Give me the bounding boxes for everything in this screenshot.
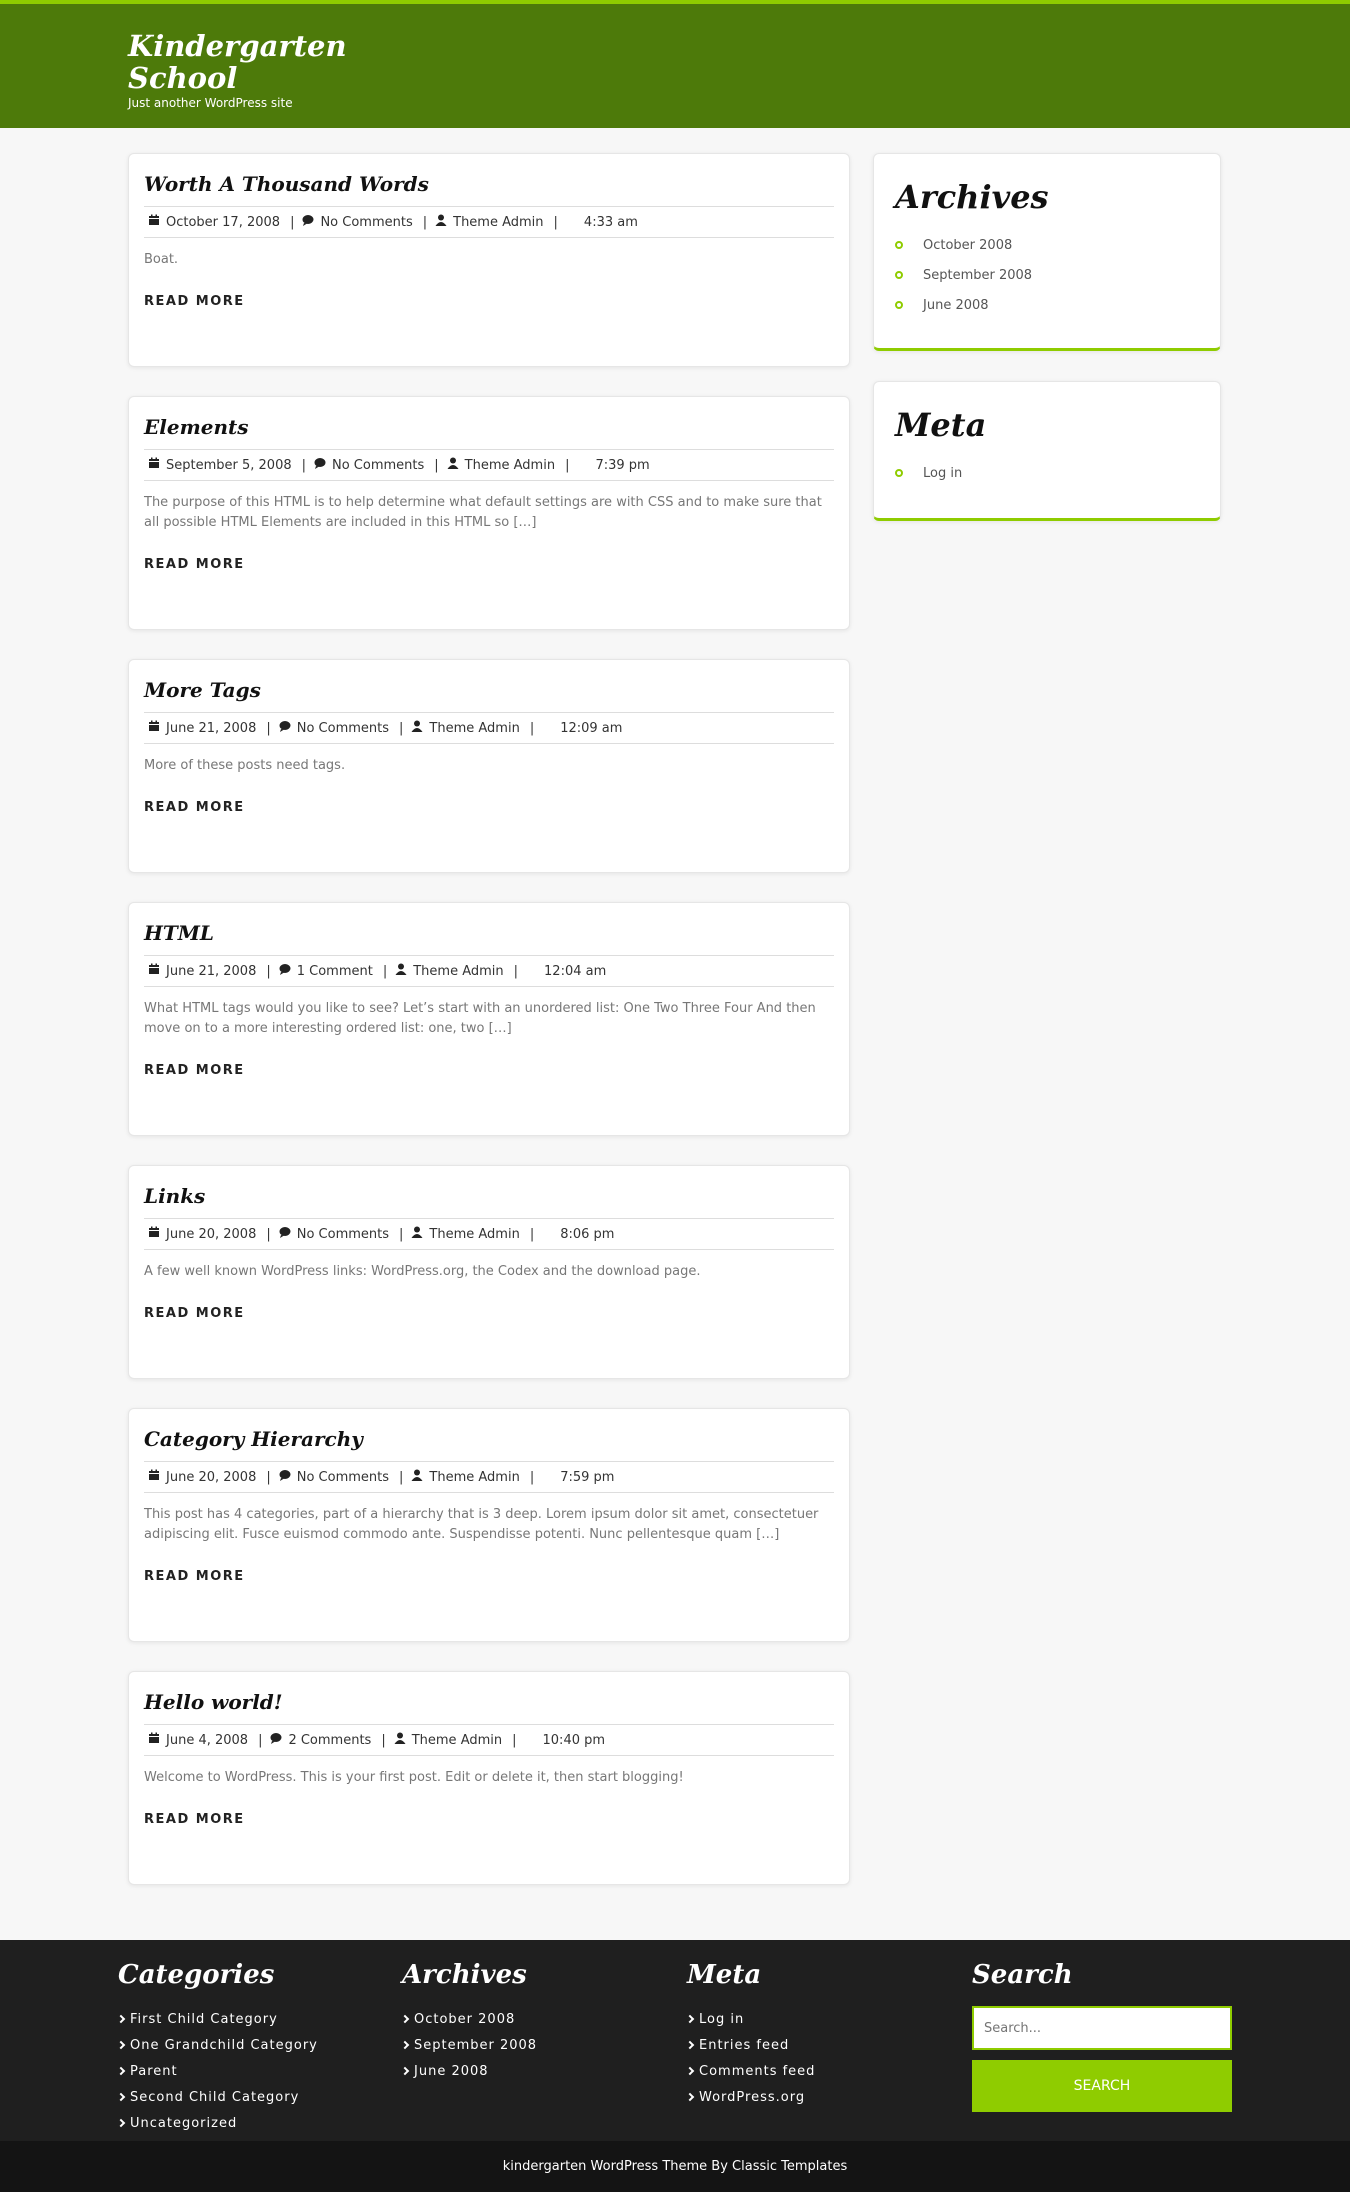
read-more-link[interactable]: READ MORE [144,557,245,572]
post-author[interactable]: Theme Admin [435,214,543,230]
footer-archives [402,1960,537,2084]
footer-category-link[interactable]: Uncategorized [118,2110,318,2136]
meta-separator: | [266,963,271,979]
post-date[interactable]: October 17, 2008 [148,214,280,230]
bullet-icon [895,271,903,279]
post-time: 7:59 pm [560,1469,615,1485]
post-title[interactable]: Category Hierarchy [144,1427,363,1451]
footer-title: Meta [687,1960,762,1990]
site-title[interactable]: Kindergarten School [128,29,347,95]
chevron-right-icon [117,2041,125,2049]
post-card [128,1408,850,1642]
post-title[interactable]: Hello world! [144,1690,283,1714]
footer-category-link[interactable]: First Child Category [118,2006,318,2032]
archives-list [895,230,1199,320]
post-excerpt: This post has 4 categories, part of a hierarchy that is 3 deep. Lorem ipsum dolor sit amet, consectetuer adipiscing elit. Fusce euismod commodo ante. Suspendisse potenti. Nunc pellentesque quam […] [144,1507,819,1542]
post-author[interactable]: Theme Admin [395,963,503,979]
copyright-bar [0,2141,1350,2192]
user-icon [394,1732,412,1748]
archive-item[interactable]: September 2008 [895,260,1199,290]
site-branding [128,29,347,110]
post-date[interactable]: June 20, 2008 [148,1226,256,1242]
post-title[interactable]: Worth A Thousand Words [144,172,429,196]
meta-separator: | [266,720,271,736]
post-meta [144,206,834,238]
post-comments[interactable]: 1 Comment [279,963,373,979]
chevron-right-icon [117,2119,125,2127]
user-icon [411,1226,429,1242]
meta-separator: | [529,1226,535,1242]
post-date[interactable]: June 4, 2008 [148,1732,248,1748]
post-date[interactable]: June 21, 2008 [148,963,256,979]
post-excerpt: A few well known WordPress links: WordPress.org, the Codex and the download page. [144,1264,701,1279]
meta-separator: | [290,214,295,230]
post-meta [144,712,834,744]
footer-meta [687,1960,815,2110]
post-time: 12:04 am [544,963,607,979]
chevron-right-icon [686,2041,694,2049]
post-comments[interactable]: No Comments [279,720,389,736]
post-time: 12:09 am [560,720,623,736]
chevron-right-icon [686,2015,694,2023]
chevron-right-icon [117,2067,125,2075]
search-input[interactable] [972,2006,1232,2050]
post-time: 4:33 am [583,214,638,230]
footer-title: Search [972,1960,1073,1990]
meta-item-login[interactable]: Log in [895,458,1199,488]
widget-title: Archives [895,178,1049,216]
calendar-icon [148,963,166,979]
chevron-right-icon [686,2067,694,2075]
read-more-link[interactable]: READ MORE [144,1063,245,1078]
meta-separator: | [529,720,535,736]
footer-archive-link[interactable]: October 2008 [402,2006,537,2032]
post-meta [144,449,834,481]
user-icon [411,1469,429,1485]
read-more-link[interactable]: READ MORE [144,1306,245,1321]
user-icon [447,457,465,473]
meta-separator: | [382,963,388,979]
search-button[interactable]: SEARCH [972,2060,1232,2112]
post-author[interactable]: Theme Admin [394,1732,502,1748]
post-comments[interactable]: No Comments [302,214,412,230]
post-author[interactable]: Theme Admin [411,1226,519,1242]
comment-icon [279,720,297,736]
footer-meta-link[interactable]: Log in [687,2006,815,2032]
comment-icon [270,1732,288,1748]
post-excerpt: The purpose of this HTML is to help determine what default settings are with CSS and to make sure that all possible HTML Elements are included in this HTML so […] [144,495,822,530]
post-comments[interactable]: No Comments [279,1469,389,1485]
meta-separator: | [434,457,439,473]
chevron-right-icon [401,2041,409,2049]
meta-separator: | [399,1226,404,1242]
chevron-right-icon [117,2093,125,2101]
meta-separator: | [513,963,519,979]
widget-title: Meta [895,406,987,444]
copyright-text[interactable]: kindergarten WordPress Theme By Classic Templates [502,2159,848,2174]
meta-separator: | [512,1732,517,1748]
post-card [128,153,850,367]
post-meta [144,1724,834,1756]
meta-list [895,458,1199,488]
post-author[interactable]: Theme Admin [411,1469,519,1485]
archive-item[interactable]: October 2008 [895,230,1199,260]
widget-archives [873,153,1221,351]
site-footer [0,1940,1350,2141]
site-tagline: Just another WordPress site [128,96,293,110]
user-icon [435,214,453,230]
meta-separator: | [381,1732,386,1748]
footer-title: Archives [402,1960,527,1990]
post-author[interactable]: Theme Admin [447,457,555,473]
bullet-icon [895,469,903,477]
post-author[interactable]: Theme Admin [411,720,519,736]
post-comments[interactable]: No Comments [279,1226,389,1242]
footer-meta-link[interactable]: Comments feed [687,2058,815,2084]
footer-meta-link[interactable]: WordPress.org [687,2084,815,2110]
comment-icon [314,457,332,473]
post-meta [144,1218,834,1250]
chevron-right-icon [401,2015,409,2023]
post-meta [144,955,834,987]
meta-separator: | [399,1469,404,1485]
post-excerpt: What HTML tags would you like to see? Let’s start with an unordered list: One Two Three Four And then move on to a more interesting ordered list: one, two […] [144,1001,816,1036]
footer-archive-link[interactable]: September 2008 [402,2032,537,2058]
calendar-icon [148,720,166,736]
chevron-right-icon [117,2015,125,2023]
widget-meta [873,381,1221,521]
post-card [128,1671,850,1885]
post-title[interactable]: HTML [144,921,214,945]
archive-item[interactable]: June 2008 [895,290,1199,320]
post-title[interactable]: Links [144,1184,206,1208]
meta-separator: | [301,457,306,473]
post-card [128,396,850,630]
post-time: 8:06 pm [560,1226,615,1242]
read-more-link[interactable]: READ MORE [144,1812,245,1827]
meta-separator: | [258,1732,263,1748]
comment-icon [279,963,297,979]
footer-meta-link[interactable]: Entries feed [687,2032,815,2058]
calendar-icon [148,1469,166,1485]
post-comments[interactable]: 2 Comments [270,1732,371,1748]
comment-icon [279,1226,297,1242]
meta-separator: | [553,214,558,230]
meta-separator: | [399,720,404,736]
footer-title: Categories [118,1960,275,1990]
post-meta [144,1461,834,1493]
site-header [0,0,1350,128]
post-excerpt: Welcome to WordPress. This is your first post. Edit or delete it, then start blogging! [144,1770,684,1785]
footer-category-link[interactable]: Parent [118,2058,318,2084]
calendar-icon [148,1732,166,1748]
calendar-icon [148,457,166,473]
footer-category-link[interactable]: One Grandchild Category [118,2032,318,2058]
comment-icon [302,214,320,230]
post-excerpt: Boat. [144,252,179,267]
post-title[interactable]: Elements [144,415,249,439]
meta-separator: | [266,1226,271,1242]
footer-categories [118,1960,318,2136]
bullet-icon [895,241,903,249]
bullet-icon [895,301,903,309]
read-more-link[interactable]: READ MORE [144,294,245,309]
post-excerpt: More of these posts need tags. [144,758,346,773]
read-more-link[interactable]: READ MORE [144,800,245,815]
meta-separator: | [529,1469,535,1485]
post-card [128,659,850,873]
user-icon [411,720,429,736]
meta-separator: | [266,1469,271,1485]
post-title[interactable]: More Tags [144,678,261,702]
user-icon [395,963,413,979]
calendar-icon [148,214,166,230]
post-date[interactable]: September 5, 2008 [148,457,292,473]
read-more-link[interactable]: READ MORE [144,1569,245,1584]
comment-icon [279,1469,297,1485]
post-time: 10:40 pm [542,1732,606,1748]
chevron-right-icon [401,2067,409,2075]
post-card [128,1165,850,1379]
post-time: 7:39 pm [595,457,650,473]
meta-separator: | [422,214,428,230]
post-date[interactable]: June 20, 2008 [148,1469,256,1485]
footer-search [972,1960,1350,2112]
post-date[interactable]: June 21, 2008 [148,720,256,736]
footer-category-link[interactable]: Second Child Category [118,2084,318,2110]
chevron-right-icon [686,2093,694,2101]
meta-separator: | [565,457,570,473]
calendar-icon [148,1226,166,1242]
post-comments[interactable]: No Comments [314,457,424,473]
post-card [128,902,850,1136]
footer-archive-link[interactable]: June 2008 [402,2058,537,2084]
